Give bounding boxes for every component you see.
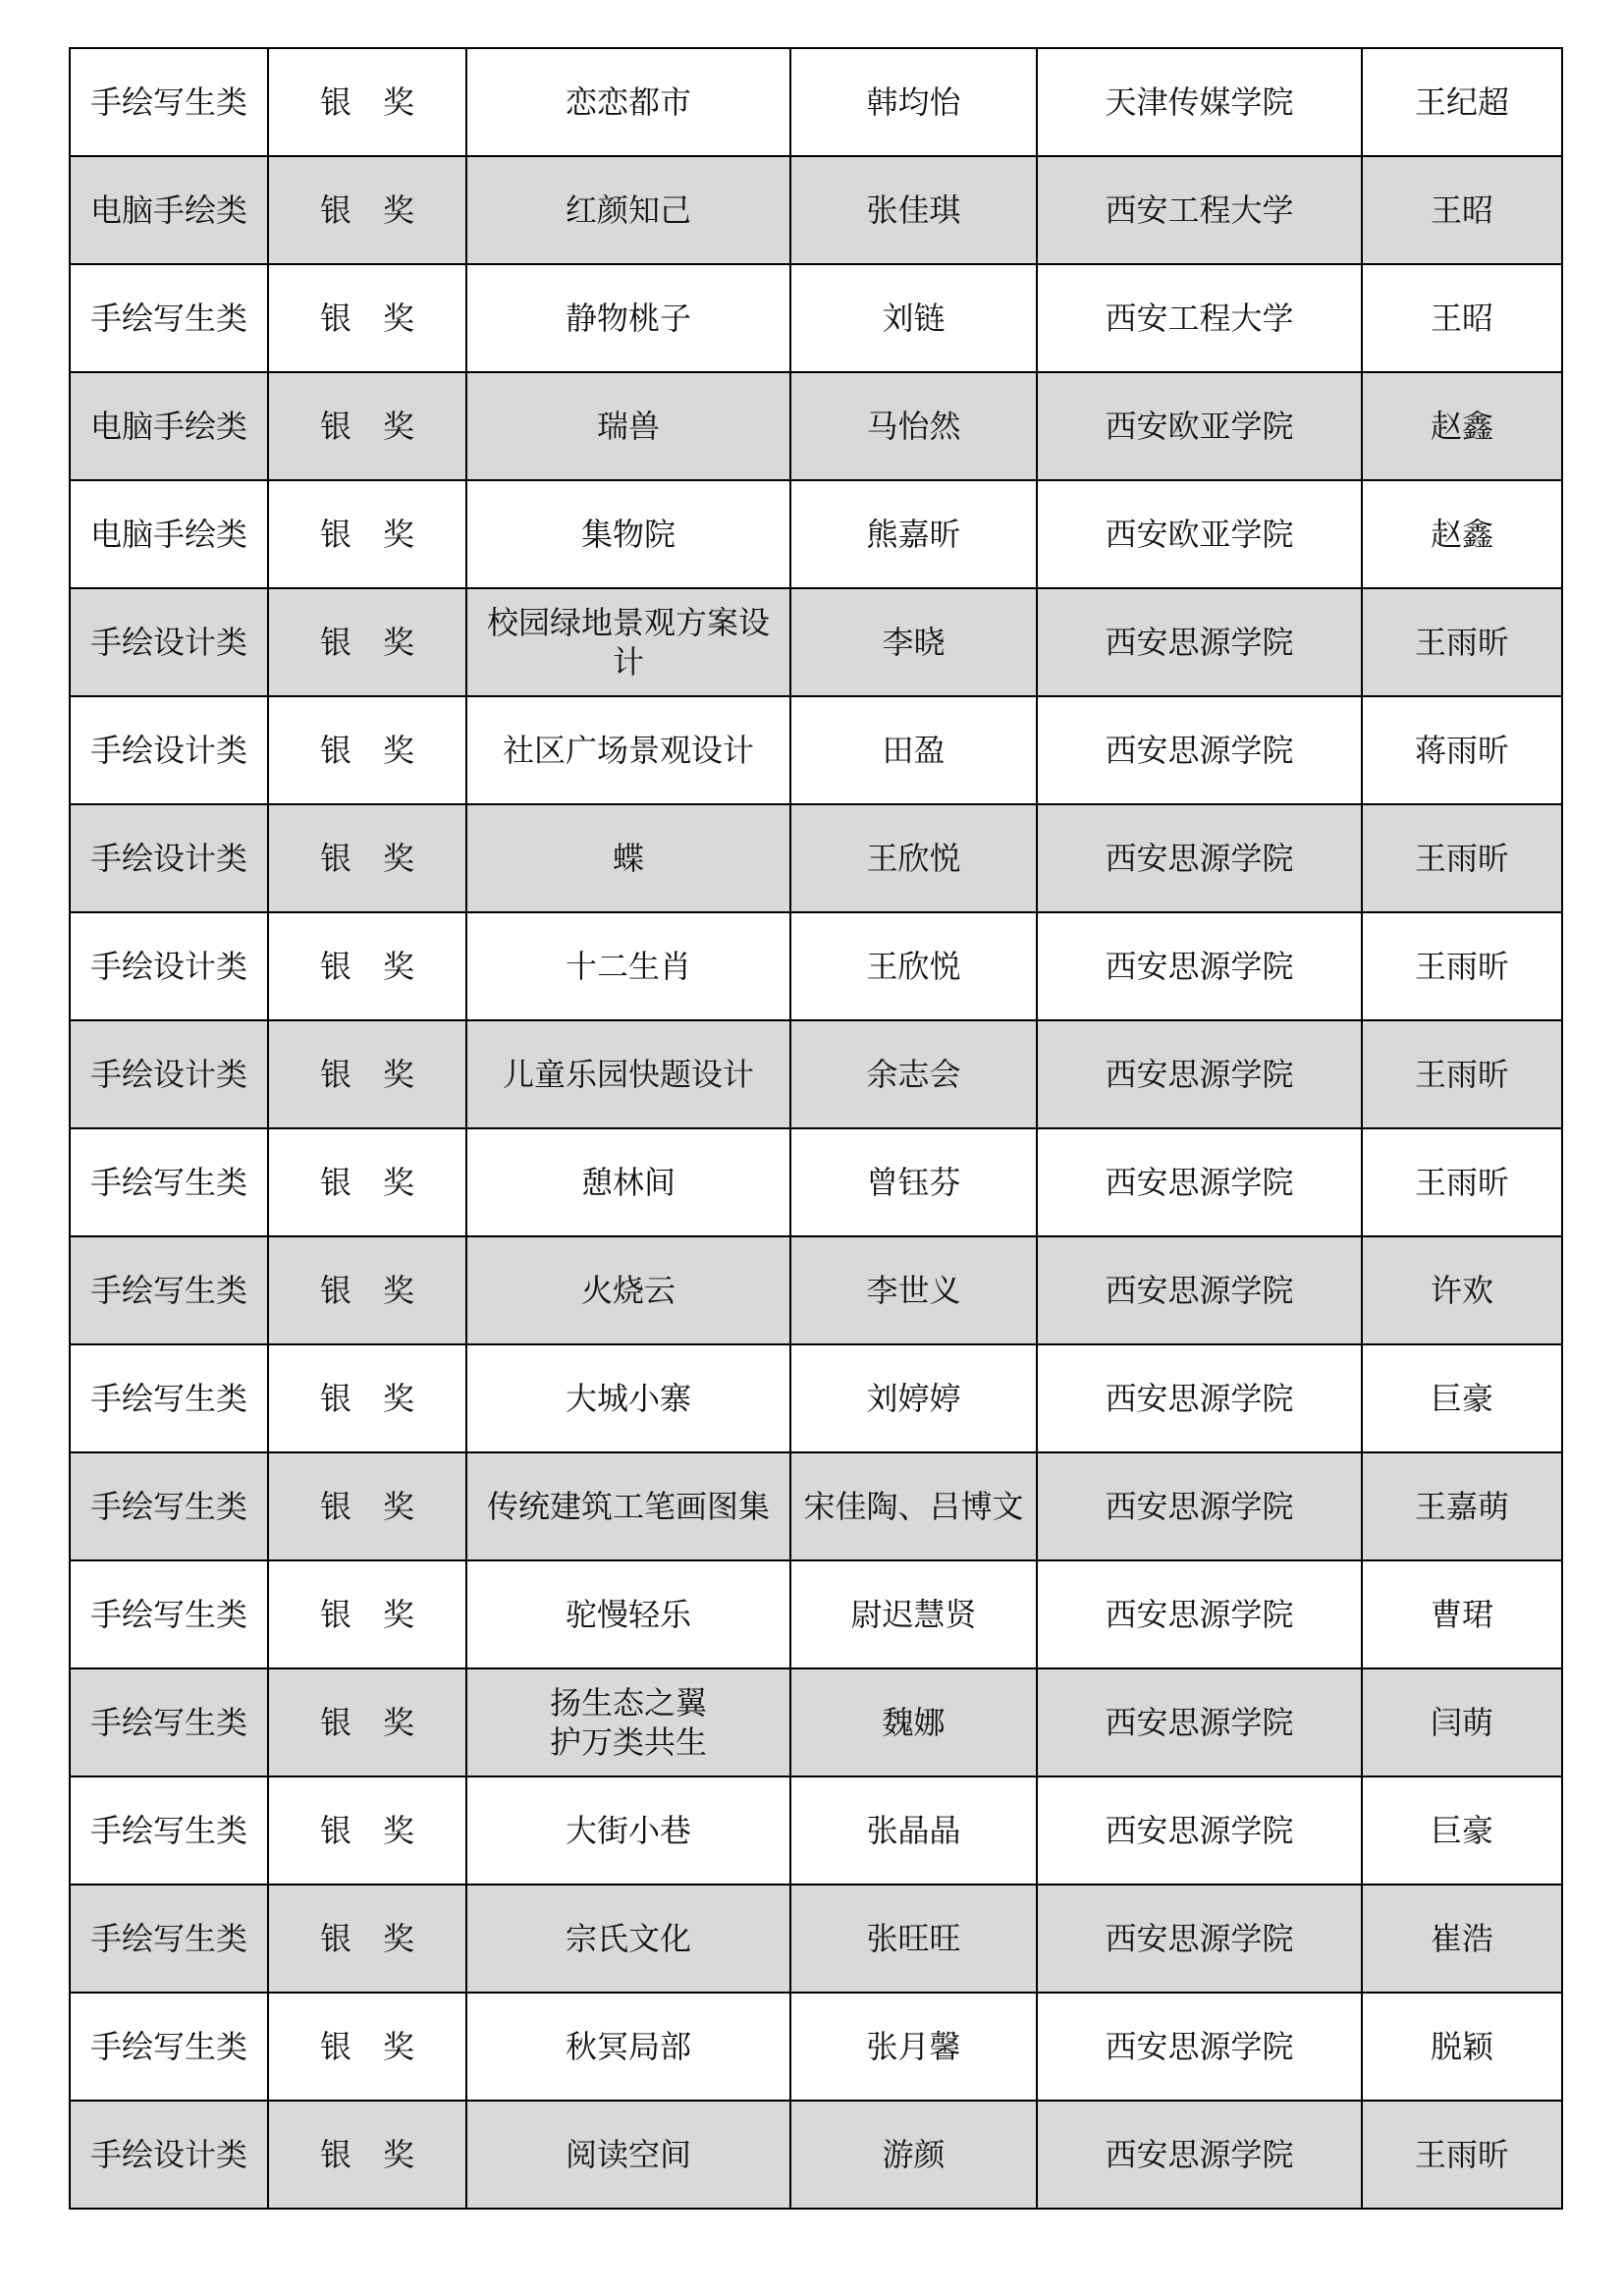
category-cell: 手绘设计类 [70,696,268,804]
award-cell: 银 奖 [268,372,466,480]
school-cell: 西安欧亚学院 [1037,372,1362,480]
school-cell: 西安思源学院 [1037,588,1362,696]
school-cell: 天津传媒学院 [1037,48,1362,156]
work-title-cell: 红颜知己 [466,156,790,264]
advisor-cell: 闫萌 [1362,1668,1562,1777]
author-cell: 田盈 [790,696,1037,804]
category-cell: 手绘写生类 [70,1452,268,1560]
school-cell: 西安思源学院 [1037,1020,1362,1128]
school-cell: 西安欧亚学院 [1037,480,1362,588]
school-cell: 西安思源学院 [1037,1993,1362,2101]
school-cell: 西安思源学院 [1037,2101,1362,2209]
category-cell: 手绘写生类 [70,1128,268,1236]
author-cell: 王欣悦 [790,912,1037,1020]
school-cell: 西安思源学院 [1037,1777,1362,1885]
author-cell: 魏娜 [790,1668,1037,1777]
category-cell: 手绘设计类 [70,1020,268,1128]
author-cell: 刘链 [790,264,1037,372]
author-cell: 尉迟慧贤 [790,1560,1037,1668]
advisor-cell: 脱颖 [1362,1993,1562,2101]
table-row [70,1668,1562,1777]
advisor-cell: 巨豪 [1362,1344,1562,1452]
work-title-cell: 校园绿地景观方案设 计 [466,588,790,696]
award-cell: 银 奖 [268,1777,466,1885]
work-title-cell: 瑞兽 [466,372,790,480]
award-cell: 银 奖 [268,1128,466,1236]
table-row [70,1020,1562,1128]
school-cell: 西安思源学院 [1037,1452,1362,1560]
award-cell: 银 奖 [268,156,466,264]
advisor-cell: 王昭 [1362,156,1562,264]
table-row [70,156,1562,264]
award-cell: 银 奖 [268,1668,466,1777]
category-cell: 手绘写生类 [70,1236,268,1344]
award-cell: 银 奖 [268,1236,466,1344]
school-cell: 西安工程大学 [1037,264,1362,372]
category-cell: 手绘写生类 [70,264,268,372]
category-cell: 手绘写生类 [70,1560,268,1668]
category-cell: 手绘写生类 [70,1885,268,1993]
advisor-cell: 赵鑫 [1362,372,1562,480]
advisor-cell: 王雨昕 [1362,804,1562,912]
award-table-body [70,48,1562,2209]
work-title-cell: 集物院 [466,480,790,588]
category-cell: 手绘写生类 [70,1777,268,1885]
work-title-cell: 宗氏文化 [466,1885,790,1993]
advisor-cell: 许欢 [1362,1236,1562,1344]
author-cell: 游颜 [790,2101,1037,2209]
table-row [70,372,1562,480]
category-cell: 手绘设计类 [70,912,268,1020]
category-cell: 电脑手绘类 [70,156,268,264]
award-cell: 银 奖 [268,1885,466,1993]
table-row [70,1128,1562,1236]
author-cell: 曾钰芬 [790,1128,1037,1236]
table-row [70,1344,1562,1452]
award-cell: 银 奖 [268,1020,466,1128]
award-cell: 银 奖 [268,1560,466,1668]
table-row [70,696,1562,804]
award-cell: 银 奖 [268,804,466,912]
work-title-cell: 传统建筑工笔画图集 [466,1452,790,1560]
category-cell: 手绘设计类 [70,804,268,912]
table-row [70,1236,1562,1344]
table-row [70,804,1562,912]
category-cell: 电脑手绘类 [70,480,268,588]
work-title-cell: 憩林间 [466,1128,790,1236]
author-cell: 李晓 [790,588,1037,696]
author-cell: 李世义 [790,1236,1037,1344]
author-cell: 熊嘉昕 [790,480,1037,588]
table-row [70,1452,1562,1560]
category-cell: 电脑手绘类 [70,372,268,480]
table-row [70,480,1562,588]
category-cell: 手绘写生类 [70,1344,268,1452]
advisor-cell: 巨豪 [1362,1777,1562,1885]
award-cell: 银 奖 [268,1993,466,2101]
author-cell: 刘婷婷 [790,1344,1037,1452]
advisor-cell: 王雨昕 [1362,912,1562,1020]
school-cell: 西安思源学院 [1037,1668,1362,1777]
advisor-cell: 王纪超 [1362,48,1562,156]
school-cell: 西安思源学院 [1037,1344,1362,1452]
category-cell: 手绘设计类 [70,588,268,696]
table-row [70,48,1562,156]
advisor-cell: 王雨昕 [1362,1128,1562,1236]
table-row [70,1993,1562,2101]
advisor-cell: 崔浩 [1362,1885,1562,1993]
advisor-cell: 曹珺 [1362,1560,1562,1668]
work-title-cell: 大城小寨 [466,1344,790,1452]
advisor-cell: 王昭 [1362,264,1562,372]
table-row [70,1777,1562,1885]
advisor-cell: 蒋雨昕 [1362,696,1562,804]
work-title-cell: 扬生态之翼 护万类共生 [466,1668,790,1777]
advisor-cell: 王雨昕 [1362,1020,1562,1128]
category-cell: 手绘写生类 [70,48,268,156]
author-cell: 马怡然 [790,372,1037,480]
category-cell: 手绘设计类 [70,2101,268,2209]
award-cell: 银 奖 [268,912,466,1020]
award-table [69,47,1563,2210]
award-cell: 银 奖 [268,48,466,156]
work-title-cell: 秋冥局部 [466,1993,790,2101]
school-cell: 西安思源学院 [1037,912,1362,1020]
school-cell: 西安思源学院 [1037,696,1362,804]
advisor-cell: 王雨昕 [1362,588,1562,696]
award-cell: 银 奖 [268,2101,466,2209]
table-row [70,588,1562,696]
author-cell: 余志会 [790,1020,1037,1128]
advisor-cell: 王嘉萌 [1362,1452,1562,1560]
work-title-cell: 大街小巷 [466,1777,790,1885]
school-cell: 西安思源学院 [1037,1128,1362,1236]
table-row [70,1885,1562,1993]
work-title-cell: 蝶 [466,804,790,912]
author-cell: 韩均怡 [790,48,1037,156]
school-cell: 西安思源学院 [1037,1560,1362,1668]
author-cell: 张晶晶 [790,1777,1037,1885]
work-title-cell: 儿童乐园快题设计 [466,1020,790,1128]
table-row [70,912,1562,1020]
author-cell: 张月馨 [790,1993,1037,2101]
work-title-cell: 十二生肖 [466,912,790,1020]
school-cell: 西安工程大学 [1037,156,1362,264]
work-title-cell: 恋恋都市 [466,48,790,156]
advisor-cell: 王雨昕 [1362,2101,1562,2209]
category-cell: 手绘写生类 [70,1993,268,2101]
award-cell: 银 奖 [268,264,466,372]
work-title-cell: 驼慢轻乐 [466,1560,790,1668]
award-cell: 银 奖 [268,696,466,804]
school-cell: 西安思源学院 [1037,1885,1362,1993]
author-cell: 王欣悦 [790,804,1037,912]
table-row [70,2101,1562,2209]
advisor-cell: 赵鑫 [1362,480,1562,588]
table-row [70,264,1562,372]
award-cell: 银 奖 [268,588,466,696]
work-title-cell: 阅读空间 [466,2101,790,2209]
award-cell: 银 奖 [268,1452,466,1560]
work-title-cell: 社区广场景观设计 [466,696,790,804]
school-cell: 西安思源学院 [1037,1236,1362,1344]
work-title-cell: 静物桃子 [466,264,790,372]
award-cell: 银 奖 [268,1344,466,1452]
author-cell: 张佳琪 [790,156,1037,264]
author-cell: 宋佳陶、吕博文 [790,1452,1037,1560]
work-title-cell: 火烧云 [466,1236,790,1344]
award-cell: 银 奖 [268,480,466,588]
table-row [70,1560,1562,1668]
author-cell: 张旺旺 [790,1885,1037,1993]
category-cell: 手绘写生类 [70,1668,268,1777]
school-cell: 西安思源学院 [1037,804,1362,912]
